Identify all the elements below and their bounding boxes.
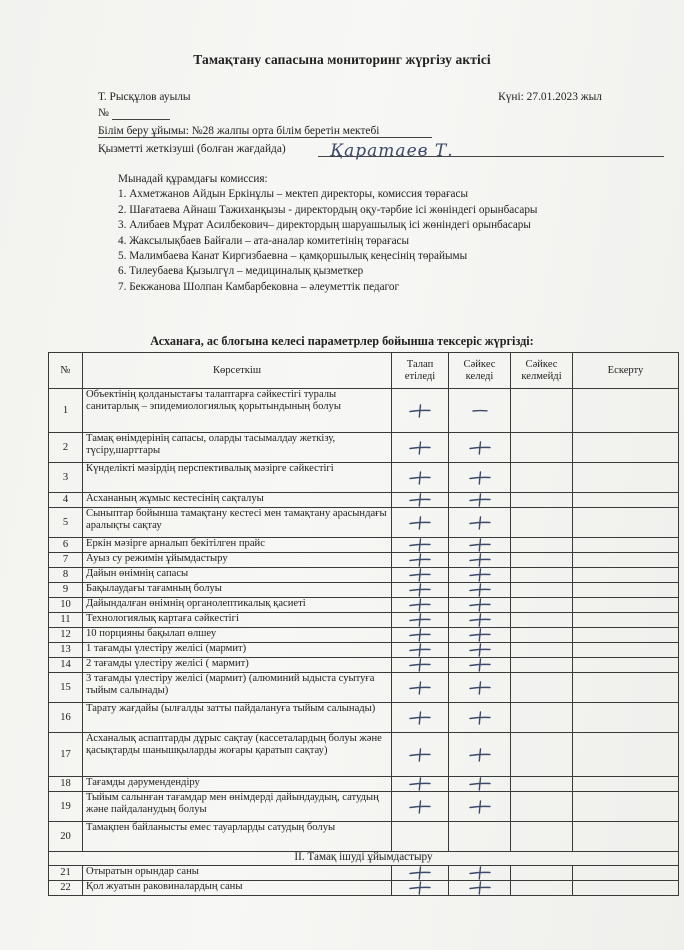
note-cell <box>573 733 679 777</box>
match-mark <box>449 792 511 822</box>
table-row <box>49 822 679 852</box>
row-number: 22 <box>49 881 83 896</box>
row-indicator: Тамақ өнімдерінің сапасы, оларды тасымалдау жеткізу, түсіру,шарттары <box>83 433 392 463</box>
required-mark <box>392 433 449 463</box>
row-number: 7 <box>49 553 83 568</box>
row-indicator: Ауыз су режимін ұйымдастыру <box>83 553 392 568</box>
number-label: № <box>98 107 109 119</box>
table-row <box>49 703 679 733</box>
table-row <box>49 493 679 508</box>
member-5: 5. Малимбаева Канат Киргизбаевна – қамқоршылық кеңесінің төрайымы <box>118 250 468 263</box>
note-cell <box>573 613 679 628</box>
match-mark <box>449 777 511 792</box>
member-3: 3. Алибаев Мұрат Асилбекович– директордың шаруашылық ісі жөніндегі орынбасары <box>118 219 531 232</box>
nomatch-cell <box>511 658 573 673</box>
required-mark <box>392 881 449 896</box>
row-number: 11 <box>49 613 83 628</box>
nomatch-cell <box>511 389 573 433</box>
row-indicator: Бақылаудағы тағамның болуы <box>83 583 392 598</box>
match-mark <box>449 733 511 777</box>
nomatch-cell <box>511 866 573 881</box>
match-mark <box>449 866 511 881</box>
note-cell <box>573 822 679 852</box>
row-number: 2 <box>49 433 83 463</box>
note-cell <box>573 538 679 553</box>
table-row <box>49 433 679 463</box>
table-row <box>49 583 679 598</box>
table-body <box>49 389 679 852</box>
inspection-table <box>48 352 679 896</box>
note-cell <box>573 598 679 613</box>
required-mark <box>392 733 449 777</box>
required-mark <box>392 493 449 508</box>
note-cell <box>573 553 679 568</box>
nomatch-cell <box>511 568 573 583</box>
nomatch-cell <box>511 628 573 643</box>
table-row <box>49 463 679 493</box>
table-row <box>49 553 679 568</box>
match-mark <box>449 433 511 463</box>
table-header-row <box>49 353 679 389</box>
required-mark <box>392 703 449 733</box>
row-indicator: Отыратын орындар саны <box>83 866 392 881</box>
nomatch-cell <box>511 777 573 792</box>
member-7: 7. Бекжанова Шолпан Камбарбековна – әлеуметтік педагог <box>118 280 400 293</box>
school-line: Білім беру ұйымы: №28 жалпы орта білім беретін мектебі <box>98 125 380 137</box>
match-mark <box>449 643 511 658</box>
row-number: 8 <box>49 568 83 583</box>
row-number: 18 <box>49 777 83 792</box>
row-indicator: Дайын өнімнің сапасы <box>83 568 392 583</box>
header-indicator: Көрсеткіш <box>83 353 392 389</box>
row-indicator: Тарату жағдайы (ылғалды затты пайдалануға тыйым салынады) <box>83 703 392 733</box>
note-cell <box>573 628 679 643</box>
match-mark <box>449 538 511 553</box>
note-cell <box>573 508 679 538</box>
required-mark <box>392 598 449 613</box>
table-row <box>49 792 679 822</box>
table-row <box>49 613 679 628</box>
nomatch-cell <box>511 643 573 658</box>
row-number: 17 <box>49 733 83 777</box>
provider-signature: Қаратаев Т. <box>330 141 454 161</box>
table-row <box>49 389 679 433</box>
date-line: Күні: 27.01.2023 жыл <box>498 91 602 103</box>
row-indicator: Тағамды дәрумендендіру <box>83 777 392 792</box>
table-row <box>49 658 679 673</box>
note-cell <box>573 866 679 881</box>
commission-block <box>118 172 537 295</box>
required-mark <box>392 583 449 598</box>
row-indicator: Объектінің қолданыстағы талаптарға сәйкестігі туралы санитарлық – эпидемиологиялық қорытындының болуы <box>83 389 392 433</box>
note-cell <box>573 389 679 433</box>
nomatch-cell <box>511 703 573 733</box>
nomatch-cell <box>511 822 573 852</box>
match-mark <box>449 881 511 896</box>
header-note: Ескерту <box>573 353 679 389</box>
row-number: 19 <box>49 792 83 822</box>
section-row <box>49 852 679 866</box>
row-indicator: Дайындалған өнімнің органолептикалық қасиеті <box>83 598 392 613</box>
note-cell <box>573 703 679 733</box>
note-cell <box>573 777 679 792</box>
row-number: 20 <box>49 822 83 852</box>
member-6: 6. Тилеубаева Қызылгүл – медициналық қызметкер <box>118 265 364 278</box>
required-mark <box>392 792 449 822</box>
required-mark <box>392 866 449 881</box>
table-row <box>49 538 679 553</box>
nomatch-cell <box>511 673 573 703</box>
match-mark <box>449 553 511 568</box>
required-mark <box>392 538 449 553</box>
match-mark <box>449 463 511 493</box>
row-indicator: Еркін мәзірге арналып бекітілген прайс <box>83 538 392 553</box>
row-indicator: 10 порцияны бақылап өлшеу <box>83 628 392 643</box>
nomatch-cell <box>511 553 573 568</box>
row-number: 10 <box>49 598 83 613</box>
note-cell <box>573 568 679 583</box>
row-indicator: Қол жуатын раковиналардың саны <box>83 881 392 896</box>
row-indicator: Тамақпен байланысты емес тауарларды сатудың болуы <box>83 822 392 852</box>
match-mark <box>449 568 511 583</box>
nomatch-cell <box>511 583 573 598</box>
match-mark <box>449 703 511 733</box>
row-number: 14 <box>49 658 83 673</box>
number-underline <box>112 119 170 120</box>
required-mark <box>392 822 449 852</box>
table-row <box>49 777 679 792</box>
note-cell <box>573 643 679 658</box>
row-indicator: 1 тағамды үлестіру желісі (мармит) <box>83 643 392 658</box>
header-match: Сәйкес келеді <box>449 353 511 389</box>
row-indicator: Технологиялық картаға сәйкестігі <box>83 613 392 628</box>
row-indicator: Сыныптар бойынша тамақтану кестесі мен тамақтану арасындағы аралықты сақтау <box>83 508 392 538</box>
required-mark <box>392 508 449 538</box>
required-mark <box>392 553 449 568</box>
row-number: 9 <box>49 583 83 598</box>
table-row <box>49 598 679 613</box>
match-mark <box>449 389 511 433</box>
member-2: 2. Шағатаева Айнаш Тажиханқызы - директордың оқу-тәрбие ісі жөніндегі орынбасары <box>118 203 538 216</box>
row-number: 13 <box>49 643 83 658</box>
header-num: № <box>49 353 83 389</box>
row-indicator: Тыйым салынған тағамдар мен өнімдерді дайындаудың, сатудың және пайдаланудың болуы <box>83 792 392 822</box>
provider-label: Қызметті жеткізуші (болған жағдайда) <box>98 143 286 155</box>
member-4: 4. Жаксылықбаев Байғали – ата-аналар комитетінің төрағасы <box>118 234 410 247</box>
table-body-section2 <box>49 866 679 896</box>
commission-intro: Мынадай құрамдағы комиссия: <box>118 173 268 185</box>
row-indicator: Асхананың жұмыс кестесінің сақталуы <box>83 493 392 508</box>
match-mark <box>449 598 511 613</box>
row-number: 21 <box>49 866 83 881</box>
row-number: 6 <box>49 538 83 553</box>
nomatch-cell <box>511 733 573 777</box>
nomatch-cell <box>511 538 573 553</box>
row-number: 1 <box>49 389 83 433</box>
table-row <box>49 643 679 658</box>
required-mark <box>392 463 449 493</box>
match-mark <box>449 822 511 852</box>
nomatch-cell <box>511 508 573 538</box>
table-row <box>49 733 679 777</box>
match-mark <box>449 613 511 628</box>
table-row <box>49 673 679 703</box>
row-number: 5 <box>49 508 83 538</box>
row-number: 12 <box>49 628 83 643</box>
table-row <box>49 568 679 583</box>
match-mark <box>449 673 511 703</box>
row-indicator: 2 тағамды үлестіру желісі ( мармит) <box>83 658 392 673</box>
row-indicator: Асханалық аспаптарды дұрыс сақтау (кассеталардың болуы және қасықтарды шанышқыларды жоғары қаратып сақтау) <box>83 733 392 777</box>
match-mark <box>449 493 511 508</box>
match-mark <box>449 658 511 673</box>
required-mark <box>392 628 449 643</box>
row-number: 16 <box>49 703 83 733</box>
note-cell <box>573 583 679 598</box>
table-row <box>49 881 679 896</box>
table-row <box>49 628 679 643</box>
nomatch-cell <box>511 493 573 508</box>
note-cell <box>573 433 679 463</box>
member-1: 1. Ахметжанов Айдын Еркінұлы – мектеп директоры, комиссия төрағасы <box>118 188 468 201</box>
nomatch-cell <box>511 792 573 822</box>
nomatch-cell <box>511 598 573 613</box>
nomatch-cell <box>511 881 573 896</box>
required-mark <box>392 658 449 673</box>
section-title: II. Тамақ ішуді ұйымдастыру <box>49 852 679 866</box>
table-row <box>49 508 679 538</box>
match-mark <box>449 628 511 643</box>
match-mark <box>449 583 511 598</box>
row-number: 3 <box>49 463 83 493</box>
nomatch-cell <box>511 613 573 628</box>
row-indicator: Күнделікті мәзірдің перспективалық мәзірге сәйкестігі <box>83 463 392 493</box>
required-mark <box>392 613 449 628</box>
row-number: 4 <box>49 493 83 508</box>
note-cell <box>573 673 679 703</box>
header-required: Талап етіледі <box>392 353 449 389</box>
note-cell <box>573 658 679 673</box>
note-cell <box>573 463 679 493</box>
match-mark <box>449 508 511 538</box>
row-indicator: 3 тағамды үлестіру желісі (мармит) (алюминий ыдыста суытуға тыйым салынады) <box>83 673 392 703</box>
required-mark <box>392 389 449 433</box>
village-line: Т. Рысқұлов ауылы <box>98 91 191 103</box>
note-cell <box>573 881 679 896</box>
table-row <box>49 866 679 881</box>
required-mark <box>392 777 449 792</box>
note-cell <box>573 493 679 508</box>
required-mark <box>392 673 449 703</box>
note-cell <box>573 792 679 822</box>
required-mark <box>392 643 449 658</box>
table-title: Асханаға, ас блогына келесі параметрлер бойынша тексеріс жүргізді: <box>150 334 534 348</box>
nomatch-cell <box>511 433 573 463</box>
nomatch-cell <box>511 463 573 493</box>
row-number: 15 <box>49 673 83 703</box>
header-nomatch: Сәйкес келмейді <box>511 353 573 389</box>
document-title: Тамақтану сапасына мониторинг жүргізу актісі <box>193 52 491 67</box>
required-mark <box>392 568 449 583</box>
